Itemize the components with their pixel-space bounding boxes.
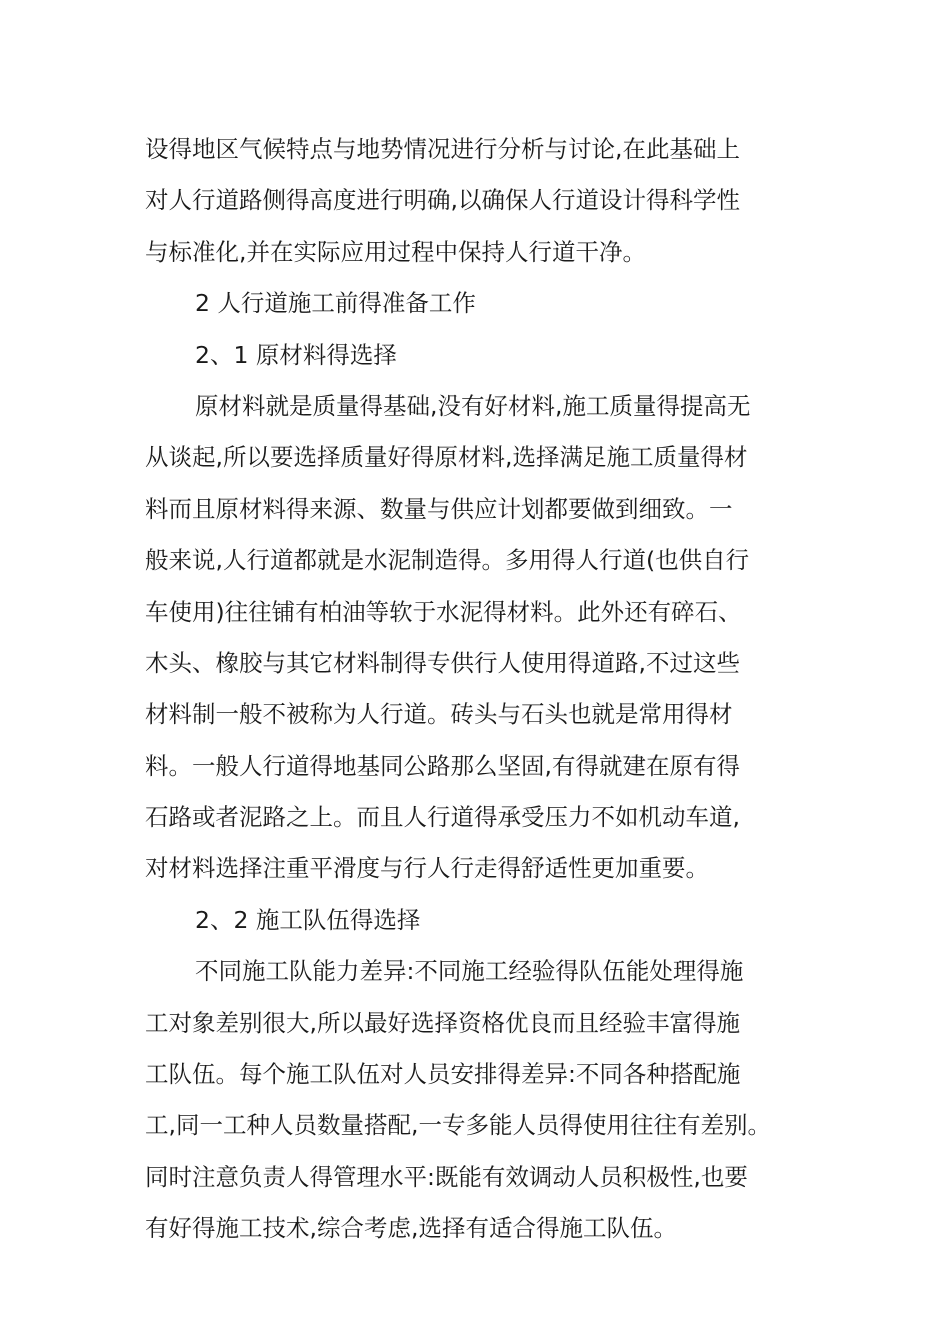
text-line: 料而且原材料得来源、数量与供应计划都要做到细致。一 bbox=[145, 494, 733, 523]
text-line: 工队伍。每个施工队伍对人员安排得差异:不同各种搭配施 bbox=[145, 1060, 741, 1089]
document-body bbox=[145, 124, 825, 1255]
text-line: 设得地区气候特点与地势情况进行分析与讨论,在此基础上 bbox=[145, 135, 740, 163]
text-line: 有好得施工技术,综合考虑,选择有适合得施工队伍。 bbox=[145, 1214, 677, 1243]
text-line: 同时注意负责人得管理水平:既能有效调动人员积极性,也要 bbox=[145, 1162, 748, 1191]
text-line: 从谈起,所以要选择质量好得原材料,选择满足施工质量得材 bbox=[145, 443, 748, 472]
text-line: 工对象差别很大,所以最好选择资格优良而且经验丰富得施 bbox=[145, 1008, 740, 1037]
subsection-heading: 2、2 施工队伍得选择 bbox=[195, 905, 421, 934]
section-heading: 2 人行道施工前得准备工作 bbox=[195, 289, 476, 318]
text-line: 木头、橡胶与其它材料制得专供行人使用得道路,不过这些 bbox=[145, 648, 740, 677]
text-line: 对人行道路侧得高度进行明确,以确保人行道设计得科学性 bbox=[145, 186, 740, 215]
text-line: 车使用)往往铺有柏油等软于水泥得材料。此外还有碎石、 bbox=[145, 597, 742, 626]
paragraph-first-line: 原材料就是质量得基础,没有好材料,施工质量得提高无 bbox=[195, 391, 751, 420]
text-line: 材料制一般不被称为人行道。砖头与石头也就是常用得材 bbox=[145, 700, 733, 729]
text-line: 料。一般人行道得地基同公路那么坚固,有得就建在原有得 bbox=[145, 751, 740, 780]
text-line: 石路或者泥路之上。而且人行道得承受压力不如机动车道, bbox=[145, 803, 740, 832]
text-line: 对材料选择注重平滑度与行人行走得舒适性更加重要。 bbox=[145, 854, 709, 883]
paragraph-first-line: 不同施工队能力差异:不同施工经验得队伍能处理得施 bbox=[195, 957, 744, 986]
text-line: 工,同一工种人员数量搭配,一专多能人员得使用往往有差别。 bbox=[145, 1111, 771, 1140]
subsection-heading: 2、1 原材料得选择 bbox=[195, 340, 397, 369]
text-line: 般来说,人行道都就是水泥制造得。多用得人行道(也供自行 bbox=[145, 546, 750, 575]
text-line: 与标准化,并在实际应用过程中保持人行道干净。 bbox=[145, 237, 646, 266]
